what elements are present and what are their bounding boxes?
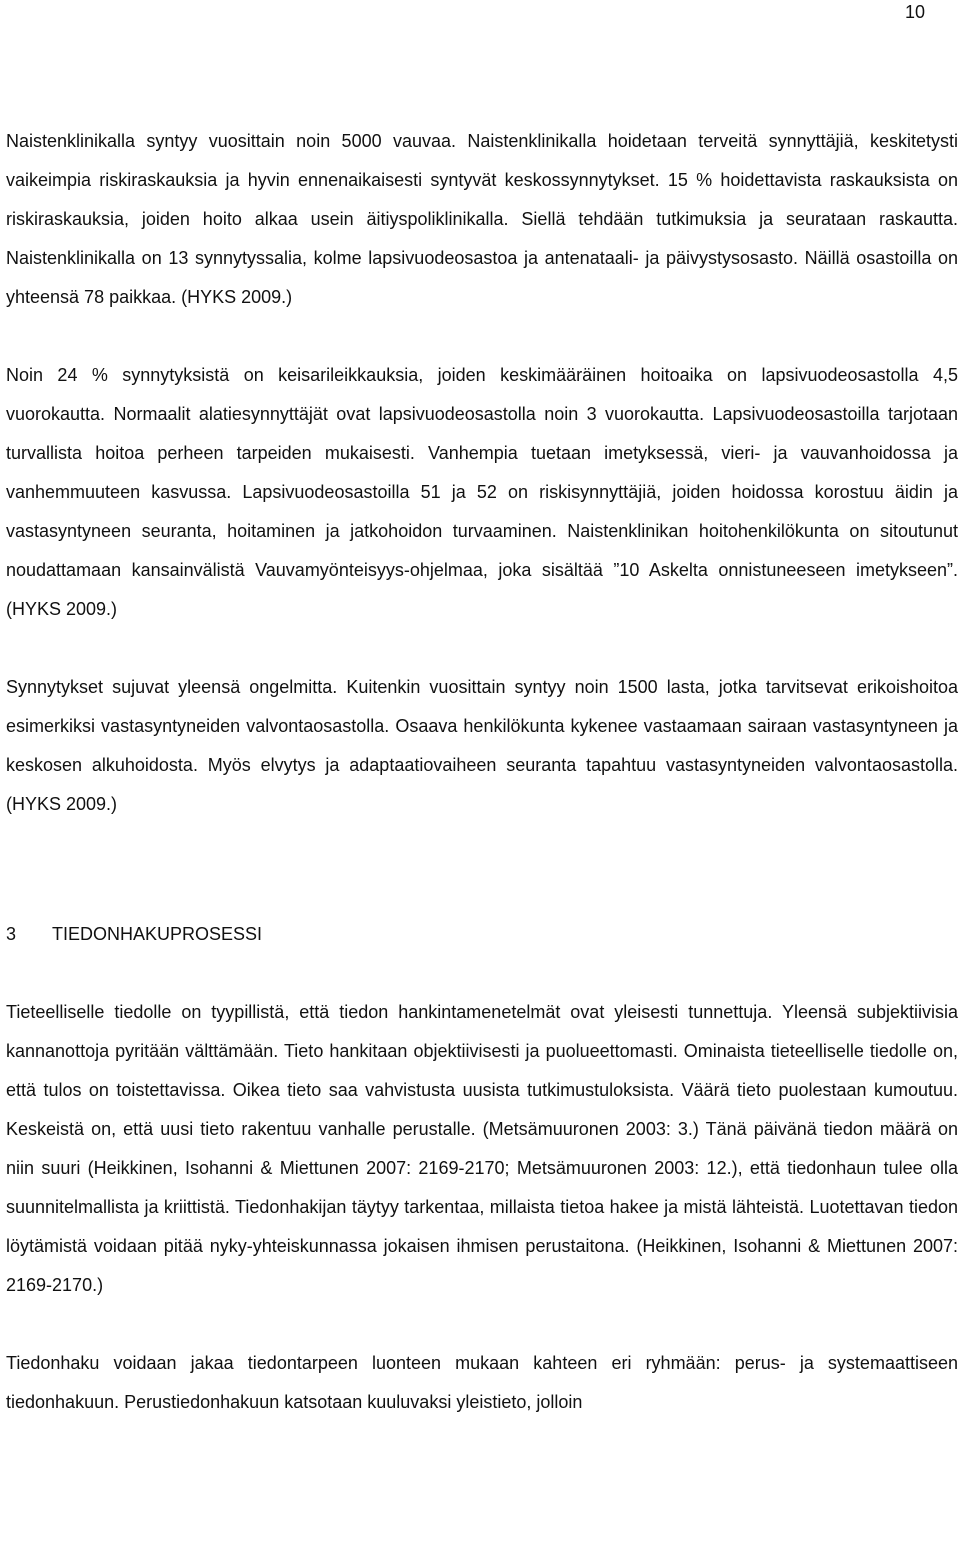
paragraph: Naistenklinikalla syntyy vuosittain noin 5000 vauvaa. Naistenklinikalla hoidetaan terveitä synnyttäjiä, keskitetysti vaikeimpia riskiraskauksia ja hyvin ennenaikaisesti syntyvät keskossynnytykset. 15 % hoidettavista raskauksista on riskiraskauksia, joiden hoito alkaa usein äitiyspoliklinikalla. Siellä tehdään tutkimuksia ja seurataan raskautta. Naistenklinikalla on 13 synnytyssalia, kolme lapsivuodeosastoa ja antenataali- ja päivystysosasto. Näillä osastoilla on yhteensä 78 paikkaa. (HYKS 2009.) xyxy=(6,131,958,307)
section-title: TIEDONHAKUPROSESSI xyxy=(52,924,263,944)
paragraph: Noin 24 % synnytyksistä on keisarileikkauksia, joiden keskimääräinen hoitoaika on lapsivuodeosastolla 4,5 vuorokautta. Normaalit alatiesynnyttäjät ovat lapsivuodeosastolla noin 3 vuorokautta. Lapsivuodeosastoilla tarjotaan turvallista hoitoa perheen tarpeiden mukaisesti. Vanhempia tuetaan imetyksessä, vieri- ja vauvanhoidossa ja vanhemmuuteen kasvussa. Lapsivuodeosastoilla 51 ja 52 on riskisynnyttäjiä, joiden hoidossa korostuu äidin ja vastasyntyneen seuranta, hoitaminen ja jatkohoidon turvaaminen. Naistenklinikan hoitohenkilökunta on sitoutunut noudattamaan kansainvälistä Vauvamyönteisyys-ohjelmaa, joka sisältää ”10 Askelta onnistuneeseen imetykseen”. (HYKS 2009.) xyxy=(6,365,958,619)
paragraph: Synnytykset sujuvat yleensä ongelmitta. Kuitenkin vuosittain syntyy noin 1500 lasta, jotka tarvitsevat erikoishoitoa esimerkiksi vastasyntyneiden valvontaosastolla. Osaava henkilökunta kykenee vastaamaan sairaan vastasyntyneen ja keskosen alkuhoidosta. Myös elvytys ja adaptaatiovaiheen seuranta tapahtuu vastasyntyneiden valvontaosastolla. (HYKS 2009.) xyxy=(6,677,958,814)
paragraph: Tieteelliselle tiedolle on tyypillistä, että tiedon hankintamenetelmät ovat yleisesti tunnettuja. Yleensä subjektiivisia kannanottoja pyritään välttämään. Tieto hankitaan objektiivisesti ja puolueettomasti. Ominaista tieteelliselle tiedolle on, että tulos on toistettavissa. Oikea tieto saa vahvistusta uusista tutkimustuloksista. Väärä tieto puolestaan kumoutuu. Keskeistä on, että uusi tieto rakentuu vanhalle perustalle. (Metsämuuronen 2003: 3.) Tänä päivänä tiedon määrä on niin suuri (Heikkinen, Isohanni & Miettunen 2007: 2169-2170; Metsämuuronen 2003: 12.), että tiedonhaun tulee olla suunnitelmallista ja kriittistä. Tiedonhakijan täytyy tarkentaa, millaista tietoa hakee ja mistä lähteistä. Luotettavan tiedon löytämistä voidaan pitää nyky-yhteiskunnassa jokaisen ihmisen perustaitona. (Heikkinen, Isohanni & Miettunen 2007: 2169-2170.) xyxy=(6,1002,958,1295)
paragraph: Tiedonhaku voidaan jakaa tiedontarpeen luonteen mukaan kahteen eri ryhmään: perus- ja systemaattiseen tiedonhakuun. Perustiedonhakuun katsotaan kuuluvaksi yleistieto, jolloin xyxy=(6,1353,958,1412)
section-heading xyxy=(6,915,958,954)
section-number: 3 xyxy=(6,924,17,944)
document-body xyxy=(6,122,958,1422)
page-number: 10 xyxy=(904,2,925,22)
